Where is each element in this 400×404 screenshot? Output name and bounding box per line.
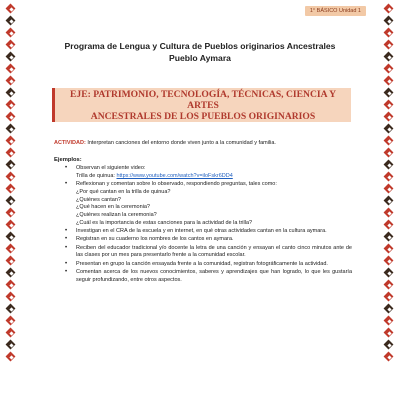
border-motif xyxy=(6,52,16,62)
border-motif xyxy=(6,100,16,110)
border-motif xyxy=(384,352,394,362)
border-motif xyxy=(6,292,16,302)
border-motif xyxy=(6,352,16,362)
list-item xyxy=(76,165,352,181)
border-motif xyxy=(384,124,394,134)
border-motif xyxy=(384,112,394,122)
eje-banner xyxy=(52,88,351,122)
border-motif xyxy=(384,40,394,50)
border-motif xyxy=(6,88,16,98)
question: ¿Cuál es la importancia de estas canciones para la actividad de la trilla? xyxy=(76,219,253,226)
activity-text: Interpretan canciones del entorno donde viven junto a la comunidad y familia. xyxy=(87,140,276,146)
border-motif xyxy=(6,208,16,218)
program-title: Programa de Lengua y Cultura de Pueblos originarios Ancestrales xyxy=(64,41,336,51)
border-motif xyxy=(384,100,394,110)
border-motif xyxy=(384,4,394,14)
border-motif xyxy=(384,64,394,74)
item-text: Observan el siguiente video: xyxy=(76,165,146,171)
right-border-pattern xyxy=(382,0,396,404)
border-motif xyxy=(6,4,16,14)
border-motif xyxy=(6,112,16,122)
border-motif xyxy=(6,40,16,50)
border-motif xyxy=(6,196,16,206)
border-motif xyxy=(6,256,16,266)
border-motif xyxy=(384,136,394,146)
border-motif xyxy=(6,232,16,242)
border-motif xyxy=(6,304,16,314)
border-motif xyxy=(384,232,394,242)
border-motif xyxy=(6,184,16,194)
question: ¿Quiénes cantan? xyxy=(76,196,121,203)
question: ¿Por qué cantan en la trilla de quinua? xyxy=(76,188,171,195)
page-title xyxy=(30,40,370,64)
question: ¿Qué hacen en la ceremonia? xyxy=(76,204,150,211)
activity-label: ACTIVIDAD: xyxy=(54,140,86,146)
examples-list xyxy=(54,165,352,285)
border-motif xyxy=(6,124,16,134)
list-item: • Presentan en grupo la canción ensayada frente a la comunidad, registran fotográficamente la actividad. xyxy=(76,261,352,269)
video-label: Trilla de quinua: xyxy=(76,172,115,179)
border-motif xyxy=(6,340,16,350)
border-motif xyxy=(6,64,16,74)
border-motif xyxy=(384,340,394,350)
border-motif xyxy=(384,172,394,182)
border-motif xyxy=(384,280,394,290)
activity-statement xyxy=(54,139,354,147)
border-motif xyxy=(384,208,394,218)
border-motif xyxy=(384,52,394,62)
video-link[interactable]: https://www.youtube.com/watch?v=iloFskr6DD4 xyxy=(116,172,233,179)
list-item xyxy=(76,181,352,228)
border-motif xyxy=(384,328,394,338)
border-motif xyxy=(384,316,394,326)
list-item: • Investigan en el CRA de la escuela y en internet, en qué otras actividades cantan en la cultura aymara. xyxy=(76,228,352,236)
border-motif xyxy=(6,16,16,26)
border-motif xyxy=(384,184,394,194)
list-item: • Reciben del educador tradicional y/o docente la letra de una canción y ensayan el canto cinco minutos ante de las clases por un mes para presentarlo frente a la comunidad escolar. xyxy=(76,245,352,261)
eje-line-2: ANCESTRALES DE LOS PUEBLOS ORIGINARIOS xyxy=(90,110,316,122)
border-motif xyxy=(6,160,16,170)
border-motif xyxy=(6,316,16,326)
border-motif xyxy=(6,268,16,278)
list-item: • Comentan acerca de los nuevos conocimientos, saberes y aprendizajes que han logrado, lo que les gustaría seguir profundizando, entre otros aspectos. xyxy=(76,269,352,285)
border-motif xyxy=(384,148,394,158)
border-motif xyxy=(384,88,394,98)
eje-line-1: EJE: PATRIMONIO, TECNOLOGÍA, TÉCNICAS, CIENCIA Y ARTES xyxy=(70,88,336,111)
grade-unit-badge: 1° BÁSICO Unidad 1 xyxy=(305,6,366,16)
examples-heading: Ejemplos: xyxy=(54,157,82,163)
left-border-pattern xyxy=(4,0,18,404)
border-motif xyxy=(6,28,16,38)
question: ¿Quiénes realizan la ceremonia? xyxy=(76,212,157,219)
border-motif xyxy=(384,16,394,26)
border-motif xyxy=(6,136,16,146)
border-motif xyxy=(384,196,394,206)
people-subtitle: Pueblo Aymara xyxy=(169,53,231,63)
border-motif xyxy=(384,220,394,230)
border-motif xyxy=(6,328,16,338)
video-line xyxy=(76,173,352,181)
border-motif xyxy=(384,292,394,302)
border-motif xyxy=(384,304,394,314)
border-motif xyxy=(6,76,16,86)
border-motif xyxy=(384,268,394,278)
border-motif xyxy=(6,280,16,290)
border-motif xyxy=(384,160,394,170)
border-motif xyxy=(384,28,394,38)
border-motif xyxy=(6,148,16,158)
border-motif xyxy=(6,244,16,254)
list-item: • Registran en su cuaderno los nombres de los cantos en aymara. xyxy=(76,236,352,244)
border-motif xyxy=(6,220,16,230)
border-motif xyxy=(384,244,394,254)
border-motif xyxy=(384,76,394,86)
border-motif xyxy=(6,172,16,182)
item-text: Reflexionan y comentan sobre lo observado, respondiendo preguntas, tales como: xyxy=(76,180,277,187)
border-motif xyxy=(384,256,394,266)
